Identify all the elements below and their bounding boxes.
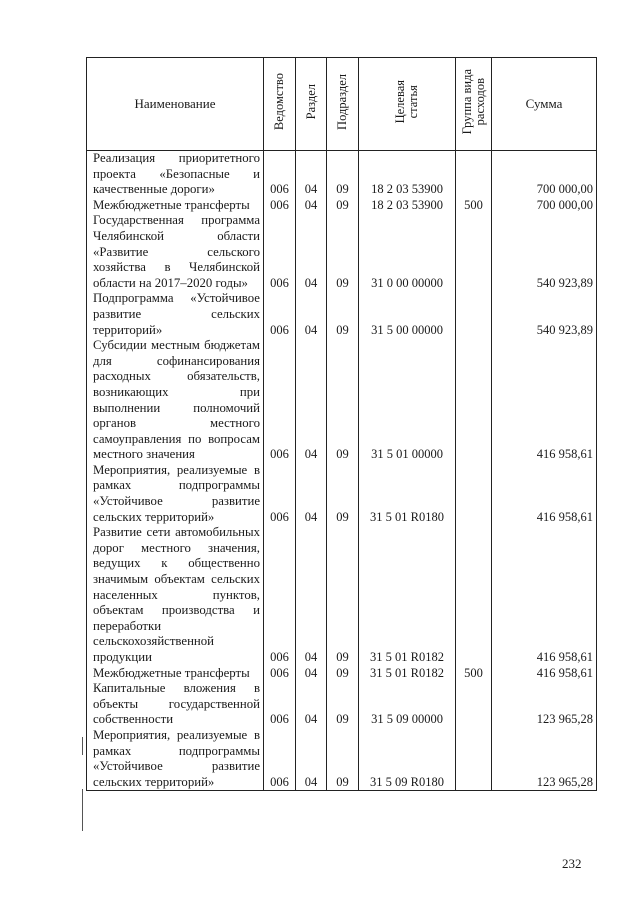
row-gruppa-vida [456, 338, 492, 463]
row-vedomstvo: 006 [264, 291, 296, 338]
table-body [87, 151, 597, 791]
row-vedomstvo: 006 [264, 151, 296, 198]
row-celevaya-statya: 31 5 01 00000 [359, 338, 456, 463]
row-celevaya-statya: 31 5 00 00000 [359, 291, 456, 338]
row-podrazdel: 09 [327, 681, 359, 728]
row-razdel: 04 [296, 728, 327, 791]
row-gruppa-vida: 500 [456, 666, 492, 682]
row-podrazdel: 09 [327, 463, 359, 525]
scan-artifact-mark [82, 737, 83, 755]
row-vedomstvo: 006 [264, 213, 296, 291]
row-razdel: 04 [296, 291, 327, 338]
row-summa: 416 958,61 [492, 463, 597, 525]
row-summa: 540 923,89 [492, 213, 597, 291]
row-razdel: 04 [296, 666, 327, 682]
header-razdel: Раздел [296, 58, 327, 151]
row-name: Мероприятия, реализуемые в рамках подпрограммы «Устойчивое развитие сельских территорий» [87, 728, 264, 791]
header-gruppa-vida-rashodov: Группа вида расходов [456, 58, 492, 151]
row-gruppa-vida [456, 463, 492, 525]
row-podrazdel: 09 [327, 728, 359, 791]
row-summa: 540 923,89 [492, 291, 597, 338]
row-summa: 416 958,61 [492, 666, 597, 682]
row-celevaya-statya: 18 2 03 53900 [359, 151, 456, 198]
table-row [87, 198, 597, 214]
header-vedomstvo: Ведомство [264, 58, 296, 151]
row-summa: 123 965,28 [492, 728, 597, 791]
row-vedomstvo: 006 [264, 198, 296, 214]
table-row [87, 681, 597, 728]
row-razdel: 04 [296, 681, 327, 728]
table-row [87, 666, 597, 682]
row-vedomstvo: 006 [264, 728, 296, 791]
row-name: Реализация приоритетного проекта «Безопасные и качественные дороги» [87, 151, 264, 198]
row-summa: 700 000,00 [492, 198, 597, 214]
row-name: Государственная программа Челябинской области «Развитие сельского хозяйства в Челябинской области на 2017–2020 годы» [87, 213, 264, 291]
row-name: Межбюджетные трансферты [87, 198, 264, 214]
row-name: Межбюджетные трансферты [87, 666, 264, 682]
row-razdel: 04 [296, 463, 327, 525]
row-summa: 416 958,61 [492, 525, 597, 665]
table-row [87, 338, 597, 463]
table-header-row [87, 58, 597, 151]
row-celevaya-statya: 31 5 01 R0180 [359, 463, 456, 525]
row-razdel: 04 [296, 198, 327, 214]
row-gruppa-vida [456, 525, 492, 665]
table-row [87, 728, 597, 791]
row-name: Капитальные вложения в объекты государственной собственности [87, 681, 264, 728]
row-razdel: 04 [296, 525, 327, 665]
row-vedomstvo: 006 [264, 666, 296, 682]
header-podrazdel: Подраздел [327, 58, 359, 151]
row-celevaya-statya: 31 5 01 R0182 [359, 525, 456, 665]
row-celevaya-statya: 31 5 09 00000 [359, 681, 456, 728]
row-vedomstvo: 006 [264, 338, 296, 463]
table-row [87, 213, 597, 291]
row-celevaya-statya: 31 0 00 00000 [359, 213, 456, 291]
row-gruppa-vida [456, 681, 492, 728]
row-vedomstvo: 006 [264, 463, 296, 525]
header-celevaya-statya: Целевая статья [359, 58, 456, 151]
row-summa: 123 965,28 [492, 681, 597, 728]
row-podrazdel: 09 [327, 213, 359, 291]
row-podrazdel: 09 [327, 525, 359, 665]
row-gruppa-vida [456, 213, 492, 291]
row-name: Развитие сети автомобильных дорог местного значения, ведущих к общественно значимым объектам сельских населенных пунктов, объектам производства и переработки сельскохозяйственной продукции [87, 525, 264, 665]
row-razdel: 04 [296, 151, 327, 198]
table-row [87, 525, 597, 665]
row-celevaya-statya: 31 5 09 R0180 [359, 728, 456, 791]
row-podrazdel: 09 [327, 151, 359, 198]
row-gruppa-vida [456, 151, 492, 198]
row-vedomstvo: 006 [264, 681, 296, 728]
row-celevaya-statya: 31 5 01 R0182 [359, 666, 456, 682]
table-row [87, 291, 597, 338]
row-razdel: 04 [296, 213, 327, 291]
row-celevaya-statya: 18 2 03 53900 [359, 198, 456, 214]
row-gruppa-vida: 500 [456, 198, 492, 214]
row-summa: 700 000,00 [492, 151, 597, 198]
row-podrazdel: 09 [327, 338, 359, 463]
header-summa: Сумма [492, 58, 597, 151]
header-name: Наименование [87, 58, 264, 151]
row-name: Мероприятия, реализуемые в рамках подпрограммы «Устойчивое развитие сельских территорий» [87, 463, 264, 525]
row-podrazdel: 09 [327, 291, 359, 338]
page-number: 232 [562, 856, 582, 871]
table-row [87, 151, 597, 198]
row-gruppa-vida [456, 291, 492, 338]
row-podrazdel: 09 [327, 198, 359, 214]
row-podrazdel: 09 [327, 666, 359, 682]
row-vedomstvo: 006 [264, 525, 296, 665]
row-name: Подпрограмма «Устойчивое развитие сельских территорий» [87, 291, 264, 338]
row-razdel: 04 [296, 338, 327, 463]
budget-table [86, 57, 597, 791]
scan-artifact-mark [82, 789, 83, 831]
row-summa: 416 958,61 [492, 338, 597, 463]
row-name: Субсидии местным бюджетам для софинансирования расходных обязательств, возникающих при выполнении полномочий органов местного самоуправления по вопросам местного значения [87, 338, 264, 463]
table-row [87, 463, 597, 525]
row-gruppa-vida [456, 728, 492, 791]
